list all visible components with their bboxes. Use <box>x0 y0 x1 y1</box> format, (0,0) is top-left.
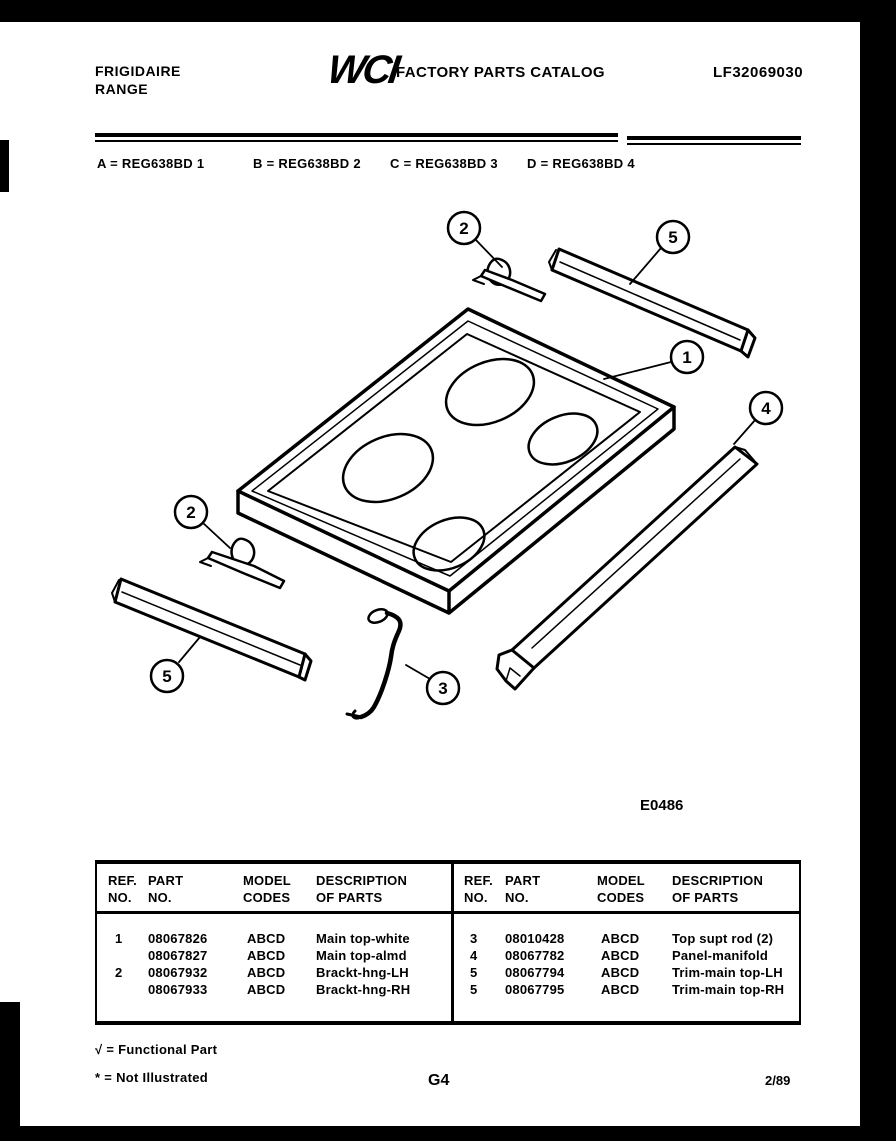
table-border-left <box>95 860 97 1025</box>
publication-number: LF32069030 <box>713 64 804 81</box>
brand-line-1: FRIGIDAIRE <box>95 63 181 79</box>
trim-main-top-rh-part <box>549 249 755 357</box>
left-header-ref: REF. NO. <box>108 873 137 905</box>
top-support-rod-part <box>347 607 400 718</box>
bracket-hinge-upper-part <box>473 259 545 301</box>
brand-line-2: RANGE <box>95 81 149 97</box>
table-border-right <box>799 860 801 1025</box>
right-header-ref: REF. NO. <box>464 873 493 905</box>
date-code: 2/89 <box>765 1073 791 1088</box>
callout-label: 4 <box>761 399 771 418</box>
codes-cell: ABCD <box>601 948 640 963</box>
ref-cell: 1 <box>115 931 123 946</box>
scan-edge-top <box>0 0 896 22</box>
table-divider-center <box>451 860 454 1025</box>
part-cell: 08067827 <box>148 948 208 963</box>
model-legend-d: D = REG638BD 4 <box>527 156 635 171</box>
right-header-model: MODEL CODES <box>597 873 645 905</box>
wci-logo: WCI <box>324 48 400 92</box>
desc-cell: Brackt-hng-LH <box>316 965 409 980</box>
ref-cell: 4 <box>470 948 478 963</box>
exploded-parts-diagram <box>0 190 896 850</box>
codes-cell: ABCD <box>247 948 286 963</box>
left-header-part: PART NO. <box>148 873 184 905</box>
callout-label: 5 <box>162 667 172 686</box>
part-cell: 08067826 <box>148 931 208 946</box>
figure-code: E0486 <box>640 797 684 814</box>
ref-cell: 5 <box>470 982 478 997</box>
desc-cell: Trim-main top-RH <box>672 982 785 997</box>
scan-mark-left <box>0 140 9 192</box>
left-header-desc: DESCRIPTION OF PARTS <box>316 873 408 905</box>
table-border-header <box>95 911 801 914</box>
ref-cell: 5 <box>470 965 478 980</box>
scan-edge-bottom <box>0 1126 896 1141</box>
desc-cell: Main top-almd <box>316 948 407 963</box>
header-rule-left-2 <box>95 140 618 142</box>
callout-label: 1 <box>682 348 692 367</box>
callout-label: 2 <box>186 503 196 522</box>
callout-label: 5 <box>668 228 678 247</box>
part-cell: 08067795 <box>505 982 565 997</box>
brand-block <box>95 62 181 98</box>
right-header-desc: DESCRIPTION OF PARTS <box>672 873 764 905</box>
page-number: G4 <box>428 1072 450 1089</box>
codes-cell: ABCD <box>601 931 640 946</box>
desc-cell: Main top-white <box>316 931 410 946</box>
scan-edge-left-lower <box>0 1002 20 1141</box>
desc-cell: Panel-manifold <box>672 948 768 963</box>
left-header-model: MODEL CODES <box>243 873 291 905</box>
model-legend-b: B = REG638BD 2 <box>253 156 361 171</box>
legend-functional-part: √ = Functional Part <box>95 1042 218 1057</box>
callout-label: 2 <box>459 219 469 238</box>
bracket-hinge-left-part <box>200 539 284 588</box>
desc-cell: Brackt-hng-RH <box>316 982 411 997</box>
part-cell: 08067794 <box>505 965 565 980</box>
ref-cell: 3 <box>470 931 478 946</box>
model-legend-a: A = REG638BD 1 <box>97 156 205 171</box>
catalog-title: FACTORY PARTS CATALOG <box>396 64 605 81</box>
codes-cell: ABCD <box>247 982 286 997</box>
codes-cell: ABCD <box>247 931 286 946</box>
trim-main-top-lh-part <box>112 579 311 680</box>
table-border-top <box>95 860 801 864</box>
header-rule-right-2 <box>627 143 801 145</box>
codes-cell: ABCD <box>247 965 286 980</box>
header-rule-left <box>95 133 618 137</box>
codes-cell: ABCD <box>601 982 640 997</box>
legend-not-illustrated: * = Not Illustrated <box>95 1070 208 1085</box>
callout-label: 3 <box>438 679 448 698</box>
desc-cell: Top supt rod (2) <box>672 931 774 946</box>
part-cell: 08067933 <box>148 982 208 997</box>
table-border-bottom <box>95 1021 801 1025</box>
header-rule-right <box>627 136 801 140</box>
model-legend-c: C = REG638BD 3 <box>390 156 498 171</box>
part-cell: 08010428 <box>505 931 565 946</box>
part-cell: 08067932 <box>148 965 208 980</box>
desc-cell: Trim-main top-LH <box>672 965 783 980</box>
right-header-part: PART NO. <box>505 873 541 905</box>
ref-cell: 2 <box>115 965 123 980</box>
part-cell: 08067782 <box>505 948 565 963</box>
codes-cell: ABCD <box>601 965 640 980</box>
